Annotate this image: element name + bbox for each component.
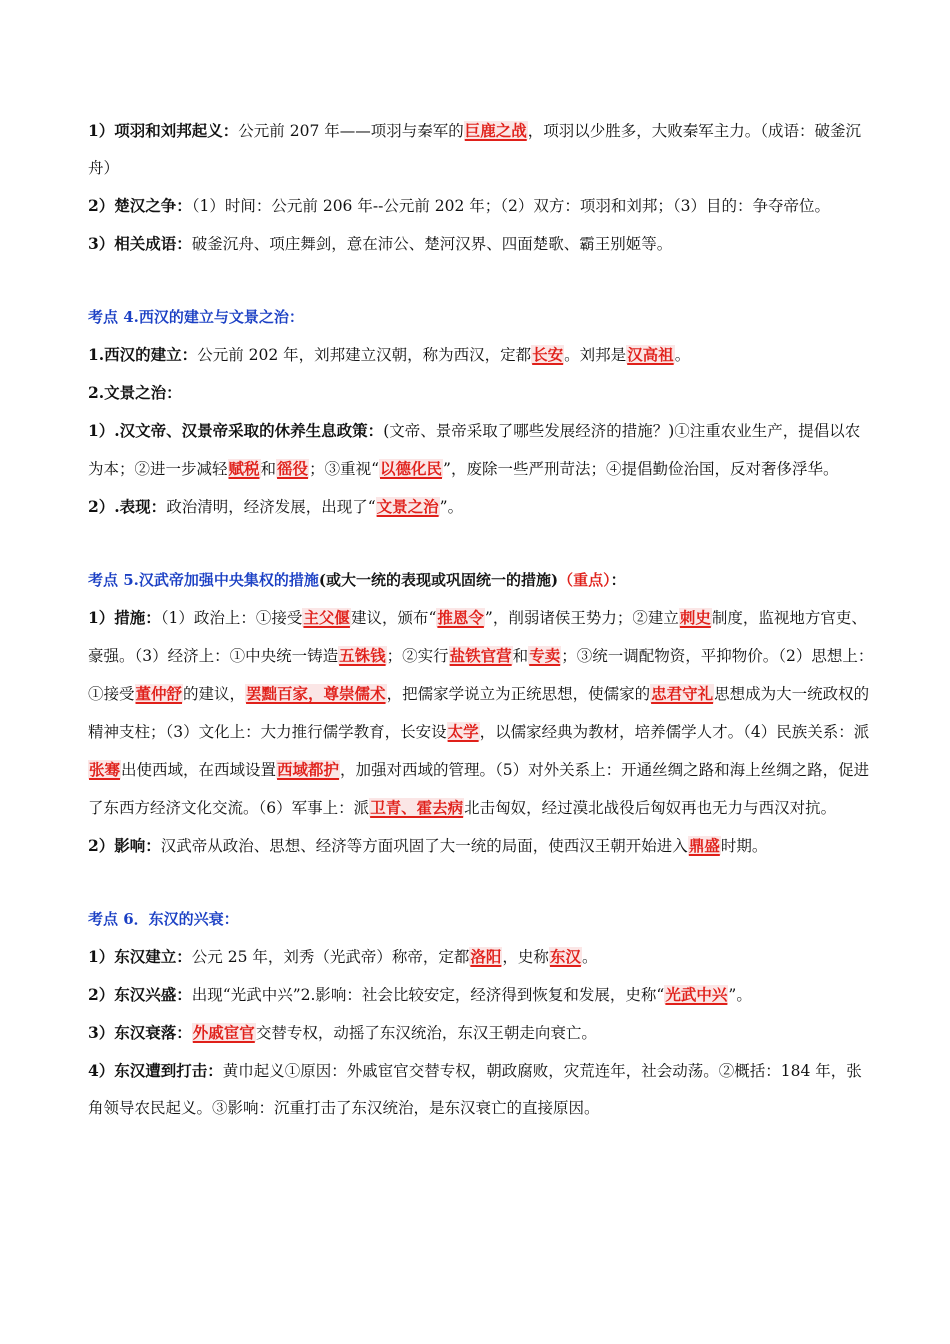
text: （1）时间：公元前 206 年--公元前 202 年；（2）双方：项羽和刘邦；（3）目的：争夺帝位。: [191, 197, 830, 215]
text: 公元前 202 年，刘邦建立汉朝，称为西汉，定都: [197, 346, 532, 364]
keyword-wenjing: 文景之治: [376, 497, 439, 516]
text: （1）政治上：①接受: [160, 609, 303, 627]
keyword: 太学: [447, 722, 479, 741]
keyword: 主父偃: [303, 608, 350, 627]
title-sub: (或大一统的表现或巩固统一的措施): [318, 571, 559, 589]
paragraph-policies: [88, 412, 874, 488]
paragraph-chu-han: [88, 187, 874, 225]
text: ”，削弱诸侯王势力；②建立: [484, 609, 679, 627]
text: ，把儒家学说立为正统思想，使儒家的: [386, 685, 651, 703]
text: 思想成为大一统政权的精神支柱；（3）文化上：大力推行儒学教育，长安设: [88, 685, 870, 741]
text: 时期。: [720, 837, 768, 855]
text: 黄巾起义①原因：外戚宦官交替专权，朝政腐败，灾荒连年，社会动荡。②概括：184 年，张角领导农民起义。③影响：沉重打击了东汉统治，是东汉衰亡的直接原因。: [88, 1062, 862, 1117]
keyword: 五铢钱: [339, 646, 386, 665]
text: ，项羽以少胜多，大败秦军主力。（成语：破釜沉舟）: [88, 122, 862, 177]
keyword: 专卖: [529, 646, 561, 665]
label: 2）.表现：: [88, 497, 167, 516]
keyword-changan: 长安: [532, 345, 564, 364]
title-main: 考点 5.汉武帝加强中央集权的措施: [88, 571, 319, 589]
label: 1）.汉文帝、汉景帝采取的休养生息政策：: [88, 421, 384, 440]
text: 出现“光武中兴”2.影响：社会比较安定，经济得到恢复和发展，史称“: [191, 986, 665, 1004]
text: 。: [674, 346, 691, 364]
paragraph-influence: [88, 827, 874, 865]
label: 1）东汉建立：: [88, 947, 192, 966]
text: 政治清明，经济发展，出现了“: [166, 498, 376, 516]
keyword-consorts-eunuchs: 外戚宦官: [192, 1023, 255, 1042]
section-title-6: 考点 6．东汉的兴衰：: [88, 910, 239, 928]
text: 破釜沉舟、项庄舞剑，意在沛公、楚河汉界、四面楚歌、霸王别姬等。: [191, 235, 673, 253]
paragraph-measures: [88, 599, 874, 827]
label: 1）措施：: [88, 608, 161, 627]
keyword-taxes: 赋税: [228, 459, 260, 478]
text: 公元 25 年，刘秀（光武帝）称帝，定都: [191, 948, 470, 966]
document-page: [88, 112, 874, 1127]
keyword: 推恩令: [437, 608, 484, 627]
section-title-5: [88, 562, 874, 599]
keyword-peak: 鼎盛: [688, 836, 720, 855]
section-title-4: 考点 4.西汉的建立与文景之治：: [88, 308, 304, 326]
text: 制度，监视地方官吏、豪强。（3）经济上：①中央统一铸造: [88, 609, 867, 665]
keyword-julu-battle: 巨鹿之战: [464, 121, 527, 140]
text: 出使西域，在西域设置: [121, 761, 277, 779]
title-key-badge: （重点）: [558, 571, 611, 589]
subheading-wenjing: [88, 374, 874, 412]
label: 1）项羽和刘邦起义：: [88, 121, 239, 140]
label: 2）影响：: [88, 836, 161, 855]
paragraph-idioms: [88, 225, 874, 263]
keyword-guangwu: 光武中兴: [665, 985, 728, 1004]
label: 3）相关成语：: [88, 234, 192, 253]
text: 北击匈奴，经过漠北战役后匈奴再也无力与西汉对抗。: [464, 799, 837, 817]
keyword: 张骞: [89, 760, 121, 779]
text: 建议，颁布“: [350, 609, 437, 627]
label: 4）东汉遭到打击：: [88, 1061, 223, 1080]
keyword: 罢黜百家，尊崇儒术: [246, 684, 386, 703]
text: ；③重视“: [309, 460, 379, 478]
keyword: 西域都护: [277, 760, 340, 779]
keyword: 董仲舒: [135, 684, 183, 703]
keyword-corvee: 徭役: [277, 459, 309, 478]
text: ”。: [439, 498, 464, 516]
label: 2）楚汉之争：: [88, 196, 192, 215]
text: ；②实行: [386, 647, 449, 665]
paragraph-decline: [88, 1014, 874, 1052]
paragraph-prosperity: [88, 976, 874, 1014]
keyword-han-gaozu: 汉高祖: [627, 345, 674, 364]
paragraph-western-han-founding: [88, 336, 874, 374]
text: 和: [260, 460, 277, 478]
label: 3）东汉衰落：: [88, 1023, 192, 1042]
text: 和: [512, 647, 529, 665]
keyword: 盐铁官营: [449, 646, 512, 665]
text: ，史称: [502, 948, 549, 966]
label: 1.西汉的建立：: [88, 345, 198, 364]
text: 。刘邦是: [564, 346, 627, 364]
text: 的建议，: [183, 685, 246, 703]
keyword-eastern-han: 东汉: [549, 947, 581, 966]
text: ，以儒家经典为教材，培养儒学人才。（4）民族关系：派: [479, 723, 870, 741]
label: 2）东汉兴盛：: [88, 985, 192, 1004]
label: 2.文景之治：: [88, 383, 182, 402]
paragraph-yellow-turban: [88, 1052, 874, 1127]
paragraph-xiangyu-liubang: [88, 112, 874, 187]
keyword: 刺史: [679, 608, 711, 627]
text: (文帝、景帝采取了哪些发展经济的措施？)①注重农业生产，提倡以农为本；②进一步减轻: [88, 422, 861, 478]
text: 。: [581, 948, 598, 966]
text: 公元前 207 年——项羽与秦军的: [238, 122, 464, 140]
text: ；③统一调配物资，平抑物价。（2）思想上：①接受: [88, 647, 874, 703]
keyword-virtue: 以德化民: [380, 459, 443, 478]
text: 交替专权，动摇了东汉统治，东汉王朝走向衰亡。: [255, 1024, 597, 1042]
keyword: 忠君守礼: [651, 684, 714, 703]
title-end: ：: [610, 571, 626, 589]
text: ”，废除一些严刑苛法；④提倡勤俭治国，反对奢侈浮华。: [443, 460, 839, 478]
keyword-luoyang: 洛阳: [470, 947, 502, 966]
keyword: 卫青、霍去病: [370, 798, 464, 817]
paragraph-performance: [88, 488, 874, 526]
text: ”。: [728, 986, 752, 1004]
text: 汉武帝从政治、思想、经济等方面巩固了大一统的局面，使西汉王朝开始进入: [160, 837, 688, 855]
paragraph-eastern-han-founding: [88, 938, 874, 976]
text: ，加强对西域的管理。（5）对外关系上：开通丝绸之路和海上丝绸之路，促进了东西方经济文化交流。（6）军事上：派: [88, 761, 870, 817]
